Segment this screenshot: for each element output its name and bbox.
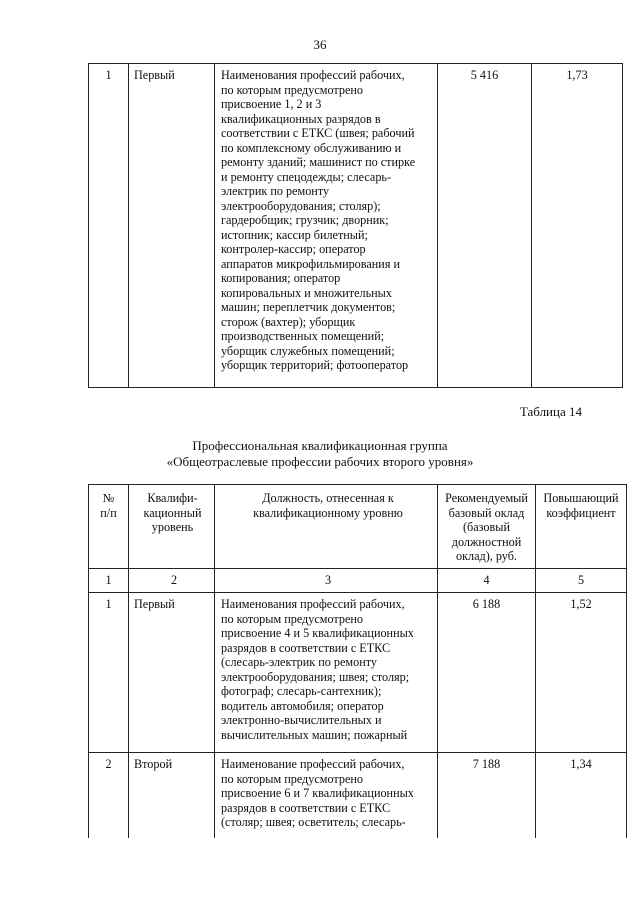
description-line: (слесарь-электрик по ремонту [221,655,378,669]
description-line: водитель автомобиля; оператор [221,698,384,713]
group-title [0,438,640,470]
table-row [89,593,627,753]
column-number: 3 [215,569,438,593]
header-line: Квалифи- [147,491,198,505]
header-line: уровень [151,520,194,534]
description-line: копирования; оператор [221,271,341,285]
description-line: присвоение 6 и 7 квалификационных [221,786,414,800]
header-line: Рекомендуемый [445,491,528,505]
description-line: производственных помещений; [221,329,385,343]
description-line: уборщик служебных помещений; [221,343,395,358]
base-salary: 5 416 [438,64,532,388]
description-line: (столяр; швея; осветитель; слесарь- [221,815,406,829]
description-line: электрик по ремонту [221,184,330,198]
header-line: кационный [143,505,202,520]
header-line: Должность, отнесенная к [262,491,394,505]
description-line: уборщик территорий; фотооператор [221,358,409,372]
description-line: присвоение 4 и 5 квалификационных [221,626,414,640]
position-description [215,593,438,753]
table-row [89,753,627,838]
header-line: базовый оклад [448,505,525,520]
description-line: аппаратов микрофильмирования и [221,256,400,271]
description-line: разрядов в соответствии с ЕТКС [221,640,391,655]
header-line: Повышающий [543,491,619,505]
group-title-line: «Общеотраслевые профессии рабочих второго уровня» [166,454,474,469]
base-salary: 7 188 [438,753,536,838]
description-line: квалификационных разрядов в [221,111,381,126]
column-number: 4 [438,569,536,593]
description-line: по которым предусмотрено [221,771,364,786]
description-line: вычислительных машин; пожарный [221,727,408,742]
header-line: коэффициент [546,505,616,520]
qualification-level: Первый [129,593,215,753]
qualification-level: Первый [129,64,215,388]
increase-coefficient: 1,73 [532,64,623,388]
header-row [89,485,627,569]
header-line: п/п [100,505,117,520]
row-number: 1 [89,64,129,388]
row-number: 2 [89,753,129,838]
description-line: фотограф; слесарь-сантехник); [221,684,382,698]
header-number [89,485,129,569]
description-line: гардеробщик; грузчик; дворник; [221,213,389,227]
qualification-level: Второй [129,753,215,838]
header-position [215,485,438,569]
description-line: по комплексному обслуживанию и [221,140,402,155]
header-level [129,485,215,569]
description-line: машин; переплетчик документов; [221,300,396,314]
description-line: истопник; кассир билетный; [221,227,368,242]
header-line: (базовый [463,520,510,534]
table-row [89,64,623,388]
description-line: электронно-вычислительных и [221,713,382,727]
header-line: должностной [451,534,522,549]
header-line: № [102,491,115,505]
description-line: сторож (вахтер); уборщик [221,314,356,329]
description-line: по которым предусмотрено [221,611,364,626]
description-line: электрооборудования; столяр); [221,198,381,213]
column-number: 2 [129,569,215,593]
description-line: ремонту зданий; машинист по стирке [221,155,416,169]
position-description [215,64,438,388]
base-salary: 6 188 [438,593,536,753]
description-line: Наименования профессий рабочих, [221,597,405,611]
description-line: контролер-кассир; оператор [221,242,366,256]
group-title-line: Профессиональная квалификационная группа [192,438,448,453]
description-line: присвоение 1, 2 и 3 [221,97,322,111]
description-line: Наименования профессий рабочих, [221,68,405,82]
row-number: 1 [89,593,129,753]
continued-table [88,63,623,388]
header-salary [438,485,536,569]
column-number-row [89,569,627,593]
column-number: 5 [536,569,627,593]
description-line: Наименование профессий рабочих, [221,757,405,771]
table-label: Таблица 14 [519,404,582,419]
header-coefficient [536,485,627,569]
increase-coefficient: 1,34 [536,753,627,838]
header-line: оклад), руб. [456,549,517,563]
table-14 [88,484,627,838]
column-number: 1 [89,569,129,593]
description-line: по которым предусмотрено [221,82,364,97]
description-line: разрядов в соответствии с ЕТКС [221,800,391,815]
description-line: электрооборудования; швея; столяр; [221,669,410,684]
description-line: и ремонту спецодежды; слесарь- [221,169,392,184]
page-number: 36 [313,37,327,52]
position-description [215,753,438,838]
description-line: соответствии с ЕТКС (швея; рабочий [221,126,415,140]
header-line: квалификационному уровню [253,505,403,520]
description-line: копировальных и множительных [221,285,392,300]
increase-coefficient: 1,52 [536,593,627,753]
